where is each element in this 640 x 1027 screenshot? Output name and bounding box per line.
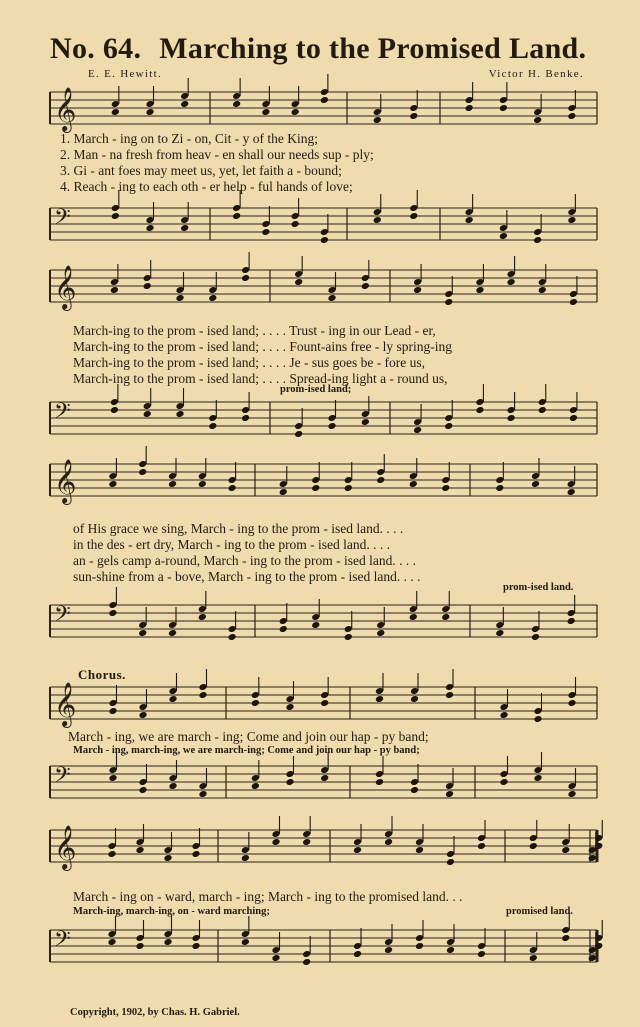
- lyric-line: March-ing to the prom - ised land; . . . . Je - sus goes be - fore us,: [73, 355, 426, 370]
- lyric-line: 3. Gi - ant foes may meet us, yet, let faith a - bound;: [60, 163, 342, 178]
- lyric-line: March-ing to the prom - ised land; . . . . Trust - ing in our Lead - er,: [73, 323, 436, 338]
- chorus-lyric-line-1: March - ing, we are march - ing; Come and join our hap - py band;: [68, 729, 429, 744]
- song-title-line: [50, 32, 586, 66]
- chorus-bass-words-1: March - ing, march-ing, we are march-ing; Come and join our hap - py band;: [73, 745, 420, 756]
- chorus-bass-words-2a: March-ing, march-ing, on - ward marching;: [73, 906, 270, 917]
- song-title: Marching to the Promised Land.: [159, 32, 587, 65]
- lyric-line: of His grace we sing, March - ing to the prom - ised land. . . .: [73, 521, 404, 536]
- lyric-line: 2. Man - na fresh from heav - en shall our needs sup - ply;: [60, 147, 374, 162]
- svg-text:𝄢: 𝄢: [54, 927, 71, 957]
- treble-staff-chorus-1: [0, 683, 640, 731]
- bass-staff-system-1: [0, 204, 640, 252]
- bass-staff-chorus-2: [0, 926, 640, 974]
- treble-staff-chorus-2: [0, 826, 640, 874]
- chorus-label: Chorus.: [78, 667, 126, 682]
- bass-words: prom-ised land.: [503, 582, 574, 593]
- chorus-lyric-line-2: March - ing on - ward, march - ing; March - ing to the promised land. . .: [73, 889, 463, 904]
- composer-credit: Victor H. Benke.: [488, 68, 584, 80]
- svg-text:𝄢: 𝄢: [54, 205, 71, 235]
- svg-text:𝄞: 𝄞: [54, 265, 77, 309]
- lyricist-credit: E. E. Hewitt.: [88, 68, 163, 80]
- lyric-line: March-ing to the prom - ised land; . . . . Spread-ing light a - round us,: [73, 371, 448, 386]
- treble-staff-system-3: [0, 460, 640, 508]
- svg-text:𝄞: 𝄞: [54, 682, 77, 726]
- svg-text:𝄢: 𝄢: [54, 763, 71, 793]
- svg-text:𝄢: 𝄢: [54, 602, 71, 632]
- svg-text:𝄞: 𝄞: [54, 459, 77, 503]
- treble-staff-system-1: [0, 88, 640, 136]
- bass-staff-system-2: [0, 398, 640, 446]
- song-number: No. 64.: [50, 32, 142, 65]
- lyric-line: sun-shine from a - bove, March - ing to the prom - ised land. . . .: [73, 569, 421, 584]
- svg-text:𝄞: 𝄞: [54, 87, 77, 131]
- lyric-line: 1. March - ing on to Zi - on, Cit - y of the King;: [60, 131, 318, 146]
- bass-staff-chorus-1: [0, 762, 640, 810]
- treble-staff-system-2: [0, 266, 640, 314]
- chorus-bass-words-2b: promised land.: [506, 906, 573, 917]
- lyric-line: 4. Reach - ing to each oth - er help - ful hands of love;: [60, 179, 353, 194]
- bass-staff-system-3: [0, 601, 640, 649]
- lyric-line: in the des - ert dry, March - ing to the prom - ised land. . . .: [73, 537, 391, 552]
- lyric-line: March-ing to the prom - ised land; . . . . Fount-ains free - ly spring-ing: [73, 339, 453, 354]
- copyright-notice: Copyright, 1902, by Chas. H. Gabriel.: [70, 1007, 240, 1018]
- lyric-line: an - gels camp a-round, March - ing to the prom - ised land. . . .: [73, 553, 417, 568]
- bass-words: prom-ised land;: [280, 384, 352, 395]
- svg-text:𝄞: 𝄞: [54, 825, 77, 869]
- svg-text:𝄢: 𝄢: [54, 399, 71, 429]
